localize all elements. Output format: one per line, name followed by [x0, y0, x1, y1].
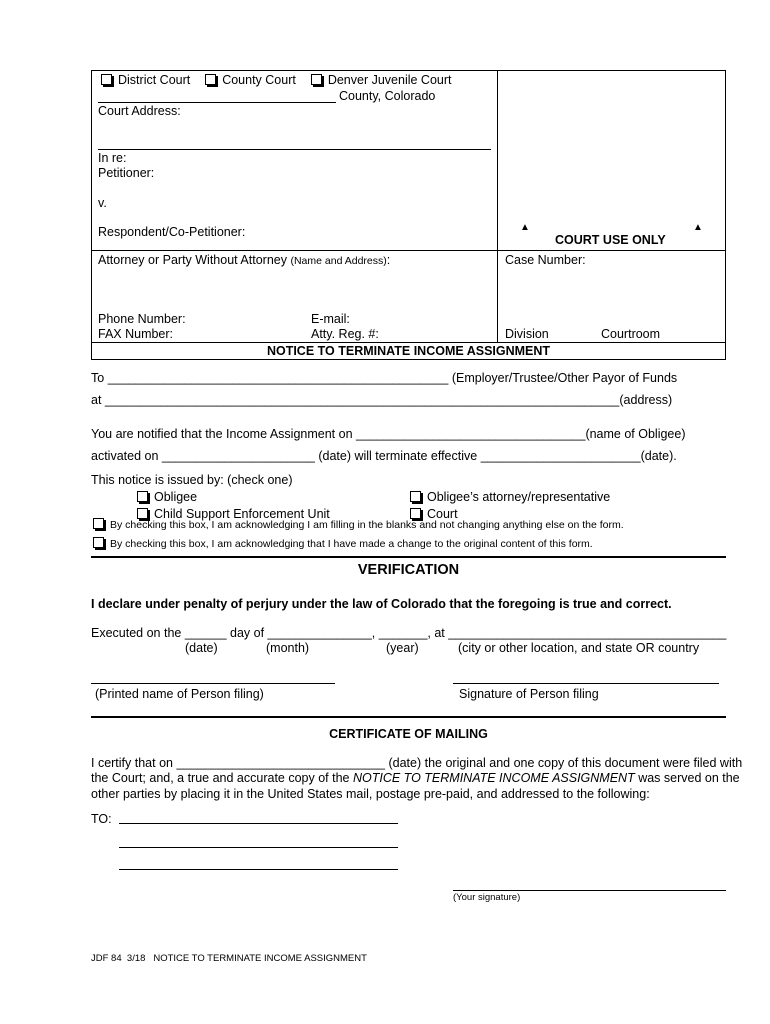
case-number-label: Case Number:: [505, 253, 586, 267]
county-court-label: County Court: [222, 73, 296, 87]
email-label: E-mail:: [311, 312, 350, 326]
obligee-suffix: (name of Obligee): [585, 427, 686, 441]
month-hint: (month): [266, 641, 310, 655]
footer-revision: 3/18: [126, 953, 146, 964]
mailing-line1: I certify that on ______________________________ (date) the original and one copy of this document were filed with: [91, 756, 743, 770]
attorney-label: [98, 253, 390, 267]
denver-juvenile-court-label: Denver Juvenile Court: [327, 73, 452, 87]
court-use-only-label: COURT USE ONLY: [555, 233, 666, 247]
signature-label: Signature of Person filing: [459, 687, 599, 701]
year-hint: (year): [386, 641, 419, 655]
obligee-blank[interactable]: _________________________________: [356, 427, 586, 441]
fax-label: FAX Number:: [98, 327, 174, 341]
printed-name-label: (Printed name of Person filing): [95, 687, 264, 701]
checkbox-icon: [93, 518, 104, 529]
footer-title: NOTICE TO TERMINATE INCOME ASSIGNMENT: [153, 953, 367, 964]
caption-bottom-divider: [91, 342, 726, 343]
arrow-right-icon: ▲: [693, 222, 703, 233]
respondent-label: Respondent/Co-Petitioner:: [98, 225, 246, 239]
arrow-left-icon: ▲: [520, 222, 530, 233]
caption-box: [91, 70, 726, 360]
will-terminate-text: (date) will terminate effective: [318, 449, 478, 463]
at-blank[interactable]: __________________________________________________________________________: [104, 393, 620, 407]
attorney-colon: :: [386, 253, 391, 267]
checkbox-icon: [205, 74, 216, 85]
section-divider-bottom: [91, 716, 726, 718]
ack-changed-text: By checking this box, I am acknowledging that I have made a change to the original content of this form.: [110, 538, 593, 550]
address-line-1[interactable]: [119, 823, 398, 824]
notified-text: You are notified that the Income Assignment on: [91, 427, 353, 441]
caption-row-divider: [91, 250, 726, 251]
courtroom-label: Courtroom: [601, 327, 661, 341]
caption-divider: [497, 70, 498, 342]
mailing-line2: [91, 771, 740, 785]
notified-row: [91, 427, 686, 441]
activated-row: [91, 449, 677, 463]
activated-prefix: activated on: [91, 449, 159, 463]
mailing-line2-suffix: was served on the: [634, 771, 740, 785]
address-line-3[interactable]: [119, 869, 398, 870]
date-hint: (date): [185, 641, 218, 655]
mailing-line3: other parties by placing it in the United States mail, postage pre-paid, and addressed to the following:: [91, 787, 650, 801]
your-signature-label: (Your signature): [453, 892, 521, 903]
court-address-blank[interactable]: [98, 149, 491, 150]
district-court-checkbox[interactable]: [101, 73, 190, 87]
section-divider-top: [91, 556, 726, 558]
attorney-hint: (Name and Address): [290, 255, 387, 267]
to-row: [91, 371, 677, 385]
your-signature-line[interactable]: [453, 890, 726, 891]
checkbox-icon: [311, 74, 322, 85]
to-label: To: [91, 371, 105, 385]
at-row: [91, 393, 672, 407]
at-suffix: (address): [619, 393, 673, 407]
checkbox-icon: [93, 537, 104, 548]
signature-line[interactable]: [453, 683, 719, 684]
court-type-row: [101, 73, 452, 87]
address-line-2[interactable]: [119, 847, 398, 848]
printed-name-line[interactable]: [91, 683, 335, 684]
date-end: (date).: [640, 449, 677, 463]
mailing-line2-prefix: the Court; and, a true and accurate copy of the: [91, 771, 353, 785]
in-re-label: In re:: [98, 151, 127, 165]
checkbox-icon: [101, 74, 112, 85]
county-blank[interactable]: [98, 102, 336, 103]
petitioner-label: Petitioner:: [98, 166, 155, 180]
checkbox-icon: [410, 491, 421, 502]
option-child-support-label: Child Support Enforcement Unit: [154, 507, 330, 521]
attorney-label-text: Attorney or Party Without Attorney: [98, 253, 287, 267]
terminate-date-blank[interactable]: _______________________: [480, 449, 641, 463]
to-suffix: (Employer/Trustee/Other Payor of Funds: [451, 371, 678, 385]
mailing-line2-italic: NOTICE TO TERMINATE INCOME ASSIGNMENT: [352, 771, 635, 785]
option-obligee-label: Obligee: [154, 490, 198, 504]
denver-juvenile-court-checkbox[interactable]: [311, 73, 452, 87]
verification-declaration: I declare under penalty of perjury under the law of Colorado that the foregoing is true and correct.: [91, 597, 672, 611]
to-blank[interactable]: _________________________________________________: [107, 371, 449, 385]
checkbox-icon: [137, 491, 148, 502]
option-obligee[interactable]: [137, 490, 197, 504]
atty-reg-label: Atty. Reg. #:: [311, 327, 379, 341]
v-label: v.: [98, 196, 107, 210]
form-title: NOTICE TO TERMINATE INCOME ASSIGNMENT: [266, 344, 551, 358]
footer: [91, 954, 367, 965]
activated-date-blank[interactable]: ______________________: [161, 449, 315, 463]
county-label: County, Colorado: [339, 89, 436, 103]
court-address-label: Court Address:: [98, 104, 181, 118]
location-hint: (city or other location, and state OR country: [458, 641, 700, 655]
ack-unchanged-row[interactable]: [93, 518, 624, 531]
footer-form-id: JDF 84: [91, 953, 122, 964]
phone-label: Phone Number:: [98, 312, 186, 326]
option-obligee-attorney-label: Obligee’s attorney/representative: [427, 490, 611, 504]
mailing-heading: CERTIFICATE OF MAILING: [329, 727, 488, 741]
at-label: at: [91, 393, 102, 407]
verification-heading: VERIFICATION: [357, 562, 460, 578]
mailing-to-label: TO:: [91, 812, 112, 826]
division-label: Division: [505, 327, 549, 341]
issued-by-label: This notice is issued by: (check one): [91, 473, 293, 487]
ack-unchanged-text: By checking this box, I am acknowledging I am filling in the blanks and not changing anything else on the form.: [110, 519, 624, 531]
executed-line: Executed on the ______ day of _______________, _______, at ________________________________________: [91, 626, 727, 640]
option-court-label: Court: [427, 507, 458, 521]
county-court-checkbox[interactable]: [205, 73, 296, 87]
option-obligee-attorney[interactable]: [410, 490, 610, 504]
district-court-label: District Court: [118, 73, 191, 87]
ack-changed-row[interactable]: [93, 537, 593, 550]
